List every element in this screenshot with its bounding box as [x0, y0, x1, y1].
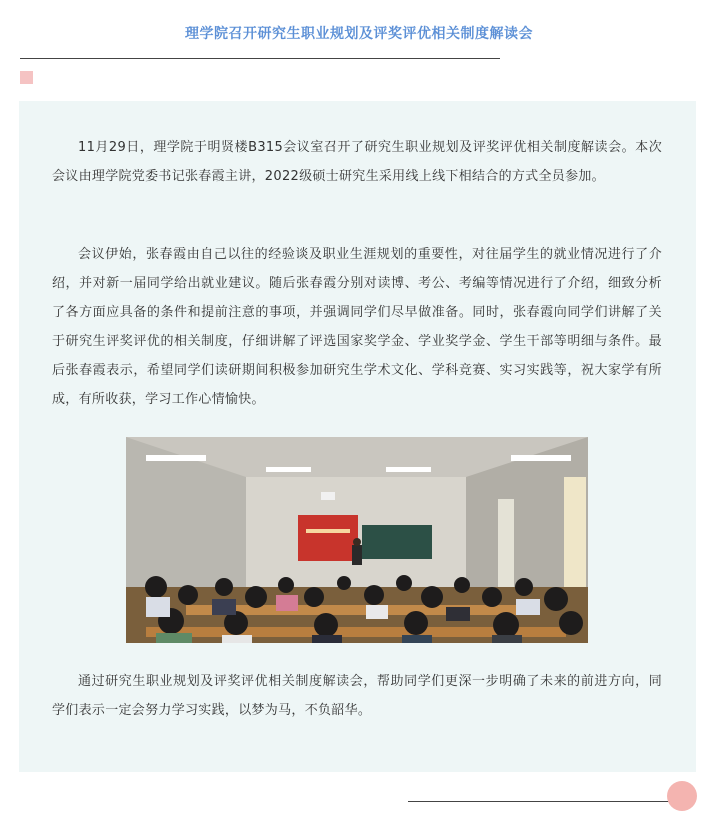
decorative-pink-circle — [667, 781, 697, 811]
bottom-divider — [408, 801, 686, 802]
paragraph-main: 会议伊始，张春霞由自己以往的经验谈及职业生涯规划的重要性，对往届学生的就业情况进行了介绍，并对新一届同学给出就业建议。随后张春霞分别对读博、考公、考编等情况进行了介绍，细致分析了各方面应具备的条件和提前注意的事项，并强调同学们尽早做准备。同时，张春霞向同学们讲解了关于研究生评奖评优的相关制度，仔细讲解了评选国家奖学金、学业奖学金、学生干部等明细与条件。最后张春霞表示，希望同学们读研期间积极参加研究生学术文化、学科竞赛、实习实践等，祝大家学有所成，有所收获，学习工作心情愉快。 — [52, 247, 662, 407]
article-title: 理学院召开研究生职业规划及评奖评优相关制度解读会 — [185, 26, 533, 42]
decorative-pink-square — [20, 71, 33, 84]
paragraph-conclusion: 通过研究生职业规划及评奖评优相关制度解读会，帮助同学们更深一步明确了未来的前进方向，同学们表示一定会努力学习实践，以梦为马，不负韶华。 — [52, 674, 662, 718]
top-divider — [20, 58, 500, 59]
paragraph-intro: 11月29日，理学院于明贤楼B315会议室召开了研究生职业规划及评奖评优相关制度解读会。本次会议由理学院党委书记张春霞主讲，2022级硕士研究生采用线上线下相结合的方式全员参加。 — [52, 140, 662, 184]
meeting-photo — [126, 437, 588, 643]
